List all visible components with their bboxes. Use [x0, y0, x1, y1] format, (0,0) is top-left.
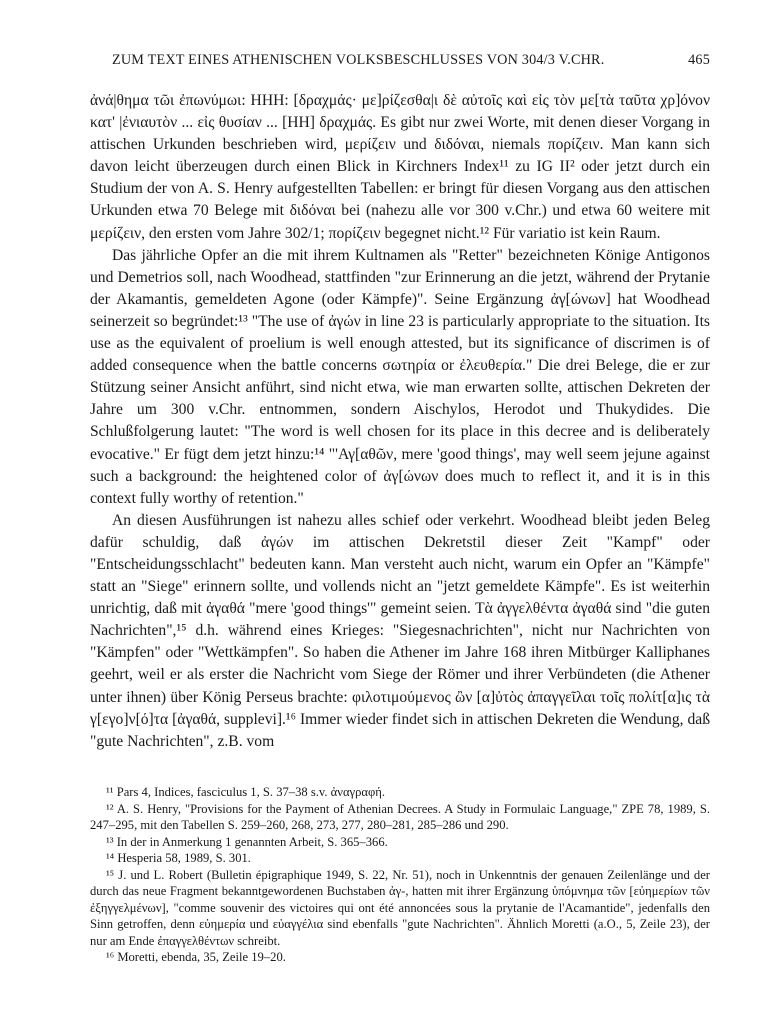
footnote-11: ¹¹ Pars 4, Indices, fasciculus 1, S. 37–38 s.v. ἀναγραφή. [106, 785, 385, 799]
footnote-12: ¹² A. S. Henry, "Provisions for the Payment of Athenian Decrees. A Study in Formulaic Language," ZPE 78, 1989, S. 247–295, mit den Tabellen S. 259–260, 268, 273, 277, 280–281, 285–286 und 290. [90, 801, 710, 832]
footnote-13: ¹³ In der in Anmerkung 1 genannten Arbeit, S. 365–366. [106, 834, 388, 849]
paragraph-2: Das jährliche Opfer an die mit ihrem Kultnamen als "Retter" bezeichneten Könige Antigonos und Demetrios soll, nach Woodhead, stattfinden "zur Erinnerung an die jetzt, während der Prytanie der Akamantis, gemeldeten Agone (oder Kämpfe)". Seine Ergänzung ἀγ[ώνων] hat Woodhead seinerzeit so begründet:¹³ "The use of ἀγών in line 23 is particularly appropriate to the situation. Its use as the equivalent of proelium is well enough attested, but its significance of discrimen is of added consequence when the battle concerns σωτηρία or ἐλευθερία." Die drei Belege, die er zur Stützung seiner Ansicht anführt, sind nicht etwa, wie man erwarten sollte, attischen Dekreten der Jahre um 300 v.Chr. entnommen, sondern Aischylos, Herodot und Thukydides. Die Schlußfolgerung lautet: "The word is well chosen for its place in this decree and is deliberately evocative." Er fügt dem jetzt hinzu:¹⁴ "'Αγ[αθῶν, mere 'good things', may well seem jejune against such a background: the heightened color of ἀγ[ώνων does much to reflect it, and it is in this context fully worthy of retention." [90, 246, 710, 507]
running-title: ZUM TEXT EINES ATHENISCHEN VOLKSBESCHLUSSES VON 304/3 V.CHR. [112, 52, 605, 68]
footnote-15: ¹⁵ J. und L. Robert (Bulletin épigraphique 1949, S. 22, Nr. 51), noch in Unkenntnis der genauen Zeilenlänge und der durch das neue Fragment bekanntgewordenen Buchstaben ἀγ-, hatten mit ihrer Ergänzung ὑπόμνημα τῶν [εὐημερίων τῶν ἐξηγγελμένων], "comme souvenir des victoires qui ont été annoncées sous la prytanie de l'Acamantide", jedenfalls den Sinn getroffen, denn εὐημερία und εὐαγγέλια sind ebenfalls "gute Nachrichten". Ähnlich Moretti (a.O., 5, Zeile 23), der nur am Ende ἐπαγγελθέντων schreibt. [90, 867, 710, 948]
paragraph-1: ἀνά|θημα τῶι ἐπωνύμωι: HHH: [δραχμάς· με]ρίζεσθα|ι δὲ αὐτοῖς καὶ εἰς τὸν με[τὰ ταῦτα χρ]όνον κατ' |ἐνιαυτὸν ... εἰς θυσίαν ... [HH] δραχμάς. Es gibt nur zwei Worte, mit denen dieser Vorgang in attischen Urkunden beschrieben wird, μερίζειν und διδόναι, niemals πορίζειν. Man kann sich davon leicht überzeugen durch einen Blick in Kirchners Index¹¹ zu IG II² oder jetzt durch ein Studium der von A. S. Henry aufgestellten Tabellen: er bringt für diesen Vorgang aus den attischen Urkunden etwa 70 Belege mit διδόναι bei (nahezu alle vor 300 v.Chr.) und etwa 60 weitere mit μερίζειν, den ersten vom Jahre 302/1; πορίζειν begegnet nicht.¹² Für variatio ist kein Raum. [90, 92, 710, 242]
main-text [90, 90, 710, 753]
paragraph-3: An diesen Ausführungen ist nahezu alles schief oder verkehrt. Woodhead bleibt jeden Beleg dafür schuldig, daß ἀγών im attischen Dekretstil dieser Zeit "Kampf" oder "Entscheidungsschlacht" bedeuten kann. Man versteht auch nicht, warum ein Opfer an "Kämpfe" statt an "Siege" erinnern sollte, und vollends nicht an "jetzt gemeldete Kämpfe". Es ist weiterhin unrichtig, daß mit ἀγαθά "mere 'good things'" gemeint seien. Τὰ ἀγγελθέντα ἀγαθά sind "die guten Nachrichten",¹⁵ d.h. während eines Krieges: "Siegesnachrichten", nicht nur Nachrichten von "Kämpfen" oder "Wettkämpfen". So haben die Athener im Jahre 168 ihren Mitbürger Kalliphanes geehrt, weil er als erster die Nachricht vom Siege der Römer und ihrer Verbündeten (die Athener unter ihnen) über König Perseus brachte: φιλοτιμούμενος ὢν [α]ὐτὸς ἀπαγγεῖλαι τοῖς πολίτ[α]ις τὰ γ[εγο]ν[ό]τα [ἀγαθά, supplevi].¹⁶ Immer wieder findet sich in attischen Dekreten die Wendung, daß "gute Nachrichten", z.B. vom [90, 511, 710, 750]
footnote-14: ¹⁴ Hesperia 58, 1989, S. 301. [106, 851, 251, 865]
footnote-16: ¹⁶ Moretti, ebenda, 35, Zeile 19–20. [106, 950, 286, 964]
page-number: 465 [688, 52, 710, 68]
footnotes [90, 784, 710, 966]
